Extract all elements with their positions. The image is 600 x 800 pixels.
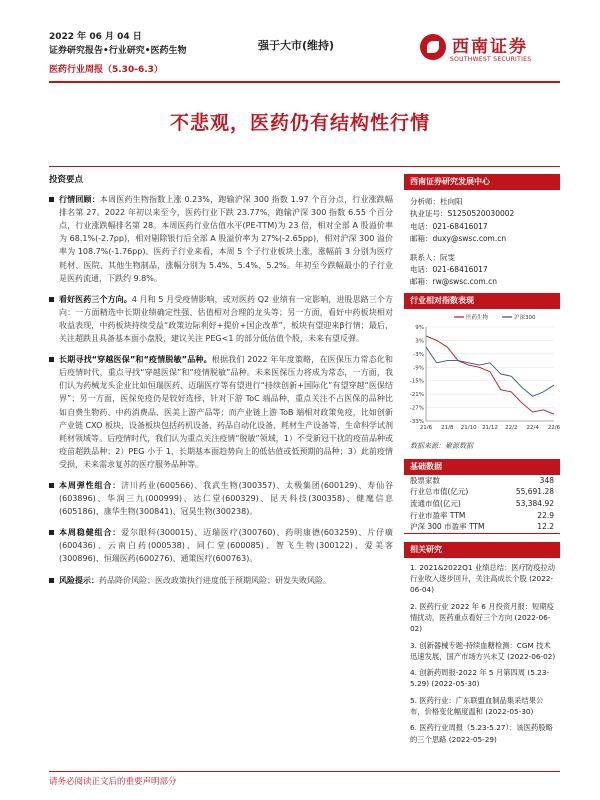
contact-line: 联系人：阮雯 [410, 252, 455, 262]
related-item[interactable]: 1. 2021&2022Q1 业绩总结：医疗防疫拉动行业收入逐步回升，关注高成长个股 (2022-06-04) [410, 562, 556, 595]
rating: 强于大市(维持) [258, 39, 335, 52]
analyst-line: 执业证号：S1250520030002 [410, 209, 515, 219]
analyst-line: 电话：021-68416017 [410, 221, 488, 231]
x-tick-label: 21/10 [460, 424, 477, 431]
key-data-value: 55,691.28 [515, 487, 554, 497]
key-data-label: 行业总市值(亿元) [410, 487, 469, 497]
key-data-row [404, 498, 560, 510]
footer-disclaimer: 请务必阅读正文后的重要声明部分 [49, 777, 177, 787]
related-list [404, 558, 560, 745]
summary-paragraph [49, 574, 393, 587]
paragraph-lead: 本周弹性组合： [59, 480, 122, 490]
paragraph-lead: 本周稳健组合： [59, 528, 122, 538]
legend-label: 医药生物 [466, 314, 489, 321]
paragraph-lead: 看好医药三个方向。 [59, 294, 132, 304]
page-title: 不悲观，医药仍有结构性行情 [169, 112, 430, 134]
y-tick-label: -15% [409, 378, 424, 385]
relative-index-chart [404, 309, 560, 439]
chart-svg [404, 309, 560, 439]
chart-section-bar: 行业相对指数表现 [404, 293, 560, 309]
key-data-table [404, 475, 560, 534]
summary-paragraph [49, 353, 393, 471]
contact-line: 电话：021-68416017 [410, 265, 488, 275]
key-data-row [404, 475, 560, 487]
chart-source: 数据来源：聚源数据 [410, 441, 473, 450]
y-tick-label: -9% [413, 365, 424, 372]
y-tick-label: -33% [409, 418, 424, 425]
summary-heading: 投资要点 [49, 175, 84, 185]
weekly-label: 医药行业周报（5.30-6.3） [49, 65, 163, 75]
x-tick-label: 22/4 [526, 424, 539, 431]
analyst-info [404, 190, 560, 293]
header-divider [49, 81, 560, 83]
paragraph-lead: 长期寻找“穿越医保”和“疫情脱敏”品种。 [59, 355, 212, 365]
sidebar [404, 174, 560, 750]
related-research [404, 542, 560, 745]
key-data-value: 12.2 [503, 521, 560, 533]
summary-paragraph [49, 526, 393, 565]
x-tick-label: 21/6 [419, 424, 433, 431]
x-tick-label: 21/8 [441, 424, 454, 431]
y-tick-label: 9% [415, 324, 424, 331]
contact-line: 邮箱：rw@swsc.com.cn [410, 277, 497, 287]
key-data-value: 53,384.92 [515, 499, 554, 509]
paragraph-text: 爱尔眼科(300015)、迈瑞医疗(300760)、药明康德(603259)、片仔癀(600436)、云南白药(000538)、同仁堂(600085)、智飞生物(300122)、爱美客(300896)、恒瑞医药(600276)、通策医疗(600763)。 [59, 528, 394, 564]
related-item[interactable]: 5. 医药行业：广东联盟血制品集采结果公布，价格变化幅度温和 (2022-05-30) [410, 695, 544, 717]
paragraph-text: 4 月和 5 月受疫情影响，或对医药 Q2 业绩有一定影响，进股思路三个方向：一方面精选中长期业绩确定性强、估值相对合理的龙头等；另一方面，看好中药板块相对收益表现，中药板块持续受益“政策边际利好+提价+国企改革”，板块有望迎来β行情；最后，关注超跌且具备基本面小盘股，建议关注 PEG<1 的部分低估值个股，未来有望反弹。 [59, 294, 394, 344]
summary-paragraph [49, 479, 393, 518]
key-data-label: 流通市值(亿元) [410, 499, 461, 509]
key-data-row [404, 521, 560, 533]
y-tick-label: -3% [413, 351, 424, 358]
report-type: 证券研究报告•行业研究•医药生物 [49, 46, 187, 56]
key-data-bar: 基础数据 [404, 459, 560, 475]
y-tick-label: -21% [409, 391, 424, 398]
x-tick-label: 21/12 [482, 424, 498, 431]
key-data-value: 348 [539, 475, 554, 485]
series-line-pharma [426, 336, 554, 414]
square-bullet-icon [49, 483, 54, 488]
paragraph-lead: 风险提示： [59, 575, 99, 585]
logo-text-cn: 西南证券 [452, 37, 528, 57]
footer-divider [49, 771, 560, 772]
square-bullet-icon [49, 297, 54, 302]
related-item[interactable]: 2. 医药行业 2022 年 6 月投资月报：短期疫情扰动，医药重点看好三个方向 (2022-06-02) [410, 601, 554, 634]
analyst-line: 分析师：杜向阳 [410, 197, 463, 206]
summary-paragraph [49, 193, 393, 285]
key-data-label: 沪深 300 市盈率 TTM [404, 521, 503, 533]
report-header [49, 30, 249, 78]
paragraph-lead: 行情回顾： [59, 195, 100, 205]
related-item[interactable]: 4. 创新药周报-2022 年 5 月第四周 (5.23-5.29) (2022-05-30) [410, 668, 550, 689]
paragraph-text: 根据我们 2022 年年度策略，在医保压力常态化和后疫情时代，重点寻找“穿越医保”和“疫情脱敏”品种。未来医保压力将成为常态，一方面，我们认为药械龙头企业比如恒瑞医药、迈瑞医疗等有望进行“持续创新+国际化”有望穿越“医保结界”；另一方面，医保免疫仍是较好选择，针对下游 ToC 端品种，重点关注不占医保的品种比如自费生物药、中药消费品、医美上游产品等；而产业链上游 ToB 端相对政策免疫，比如创新产业链 CXO 板块，设备板块包括药机设备、药品自动化设备、耗材生产设备等，生命科学试剂耗材领域等。后疫情时代，我们认为重点关注疫情“脱敏”领域，1）不受新冠干扰的疫苗品种或疫苗超跌品种；2）PEG 小于 1，长期基本面趋势向上的低估值或低预期的品种；3）此前疫情受损，未来需求复苏的医疗服务品种等。 [59, 355, 393, 469]
paragraph-text: 本周医药生物指数上涨 0.23%，跑输沪深 300 指数 1.97 个百分点，行业涨跌幅排名第 27。2022 年初以来至今，医药行业下跌 23.77%，跑输沪深 300 指数 6.55 个百分点，行业涨跌幅排名第 28。本周医药行业估值水平(PE-TTM)为 23 倍，相对全部 A 股溢价率为 68.1%(-2.7pp)，相对剔除银行后全部 A 股溢价率为 27%(-2.65pp)，相对沪深 300 溢价率为 108.7%(-1.76pp)。医药子行业来看，本周 5 个子行业板块上涨，涨幅前 3 分别为医疗耗材、医院、其他生物制品，涨幅分别为 5.4%、5.4%、5.2%。年初至今跌幅最小的子行业是医药流通，下跌约 9.8%。 [59, 195, 393, 283]
square-bullet-icon [49, 578, 54, 583]
key-data-row [404, 486, 560, 498]
logo-text-en: SOUTHWEST SECURITIES [450, 56, 532, 63]
square-bullet-icon [49, 197, 54, 202]
summary-paragraph [49, 293, 393, 345]
key-data-value: 22.9 [537, 510, 554, 520]
related-item[interactable]: 6. 医药行业周报（5.23-5.27）：该医药股略的三个思路 (2022-05-29) [410, 723, 553, 744]
title-divider [49, 166, 560, 167]
x-tick-label: 22/2 [505, 424, 518, 431]
x-tick-label: 22/6 [547, 424, 560, 431]
key-data-label: 股票家数 [410, 475, 440, 485]
square-bullet-icon [49, 357, 54, 362]
related-research-bar: 相关研究 [404, 542, 560, 558]
research-center-bar: 西南证券研究发展中心 [404, 174, 560, 190]
y-tick-label: 3% [415, 338, 424, 345]
summary-section [49, 174, 393, 595]
key-data-row [404, 510, 560, 522]
logo-mark-icon [420, 34, 446, 60]
paragraph-text: 药品降价风险；医改政策执行进度低于预期风险；研发失败风险。 [99, 575, 331, 585]
related-item[interactable]: 3. 创新器械专题-持续血糖检测：CGM 技术迅速发展，国产市场方兴未艾 (2022-06-02) [410, 640, 556, 661]
company-logo [420, 30, 560, 72]
square-bullet-icon [49, 530, 54, 535]
paragraph-text: 济川药业(600566)、我武生物(300357)、太极集团(600129)、寿仙谷(603896)、华润三九(000999)、达仁堂(600329)、昆天科技(300358)、健麾信息(605186)、康华生物(300841)、冠昊生物(300238)。 [59, 480, 394, 517]
y-tick-label: -27% [409, 405, 424, 412]
report-date: 2022 年 06 月 04 日 [49, 32, 142, 42]
analyst-line: 邮箱：duxy@swsc.com.cn [410, 234, 507, 244]
legend-label: 沪深300 [514, 314, 536, 321]
key-data-label: 行业市盈率 TTM [410, 510, 466, 520]
